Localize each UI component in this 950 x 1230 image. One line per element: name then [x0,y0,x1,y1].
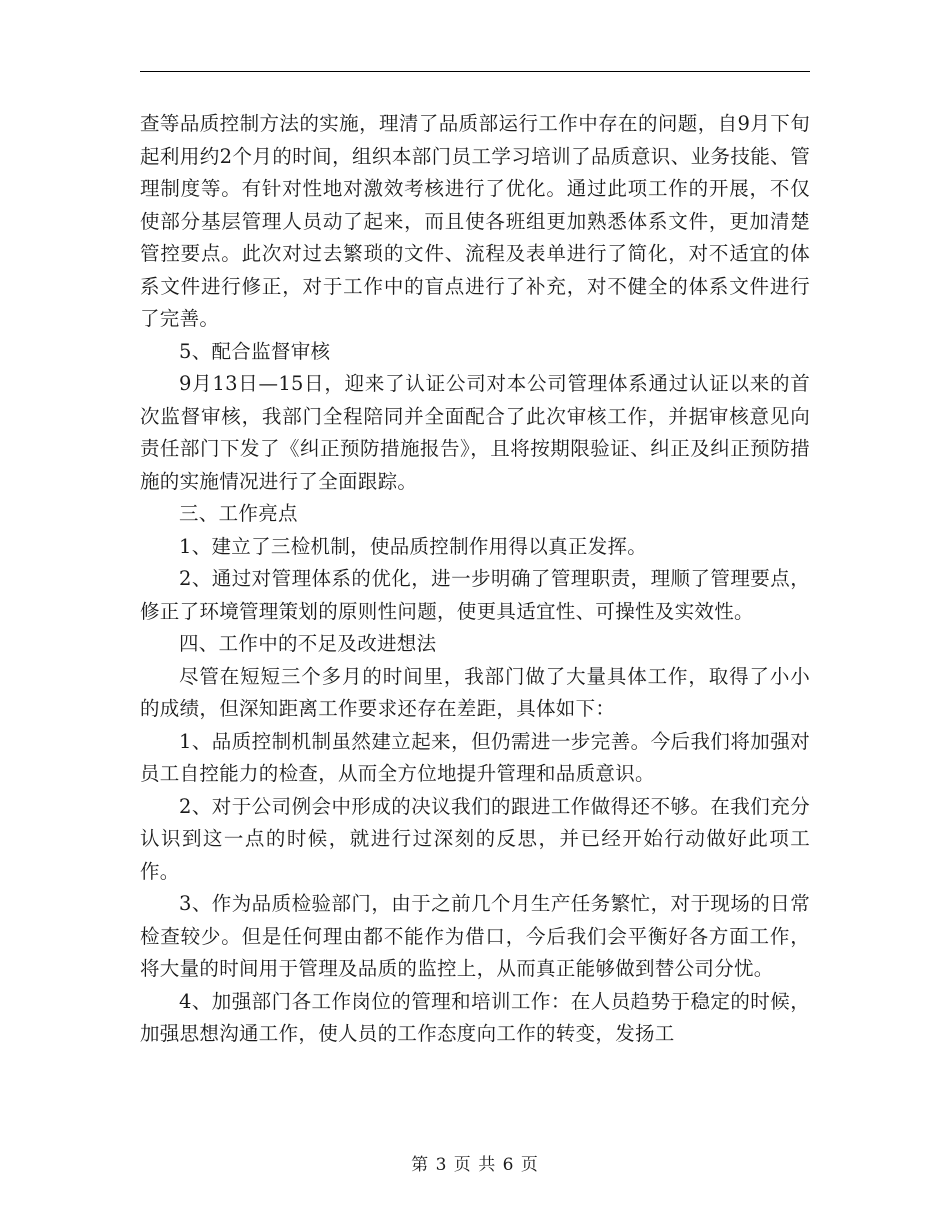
shortcoming-4: 4、加强部门各工作岗位的管理和培训工作：在人员趋势于稳定的时候，加强思想沟通工作，使人员的工作态度向工作的转变，发扬工 [140,989,810,1045]
highlight-1: 1、建立了三检机制，使品质控制作用得以真正发挥。 [179,534,648,558]
paragraph-1: 查等品质控制方法的实施，理清了品质部运行工作中存在的问题，自9月下旬起利用约2个月的时间，组织本部门员工学习培训了品质意识、业务技能、管理制度等。有针对性地对激效考核进行了优化。通过此项工作的开展，不仅使部分基层管理人员动了起来，而且使各班组更加熟悉体系文件，更加清楚管控要点。此次对过去繁琐的文件、流程及表单进行了简化，对不适宜的体系文件进行修正，对于工作中的盲点进行了补充，对不健全的体系文件进行了完善。 [140,112,810,330]
heading-5-audit: 5、配合监督审核 [179,339,331,363]
paragraph-audit: 9月13日—15日，迎来了认证公司对本公司管理体系通过认证以来的首次监督审核，我部门全程陪同并全面配合了此次审核工作，并据审核意见向责任部门下发了《纠正预防措施报告》，且将按期限验证、纠正及纠正预防措施的实施情况进行了全面跟踪。 [140,372,810,493]
header-rule [140,71,810,72]
heading-shortcomings: 四、工作中的不足及改进想法 [179,632,437,655]
document-body [140,108,810,1051]
paragraph-shortcomings-intro: 尽管在短短三个多月的时间里，我部门做了大量具体工作，取得了小小的成绩，但深知距离工作要求还存在差距，具体如下： [140,664,810,720]
shortcoming-2: 2、对于公司例会中形成的决议我们的跟进工作做得还不够。在我们充分认识到这一点的时候，就进行过深刻的反思，并已经开始行动做好此项工作。 [140,794,810,883]
page-number-footer: 第 3 页 共 6 页 [411,1155,539,1175]
highlight-2: 2、通过对管理体系的优化，进一步明确了管理职责，理顺了管理要点，修正了环境管理策划的原则性问题，使更具适宜性、可操性及实效性。 [140,567,810,623]
heading-highlights: 三、工作亮点 [179,502,298,525]
shortcoming-3: 3、作为品质检验部门，由于之前几个月生产任务繁忙，对于现场的日常检查较少。但是任何理由都不能作为借口，今后我们会平衡好各方面工作，将大量的时间用于管理及品质的监控上，从而真正能够做到替公司分忧。 [140,892,810,980]
shortcoming-1: 1、品质控制机制虽然建立起来，但仍需进一步完善。今后我们将加强对员工自控能力的检查，从而全方位地提升管理和品质意识。 [140,729,810,785]
